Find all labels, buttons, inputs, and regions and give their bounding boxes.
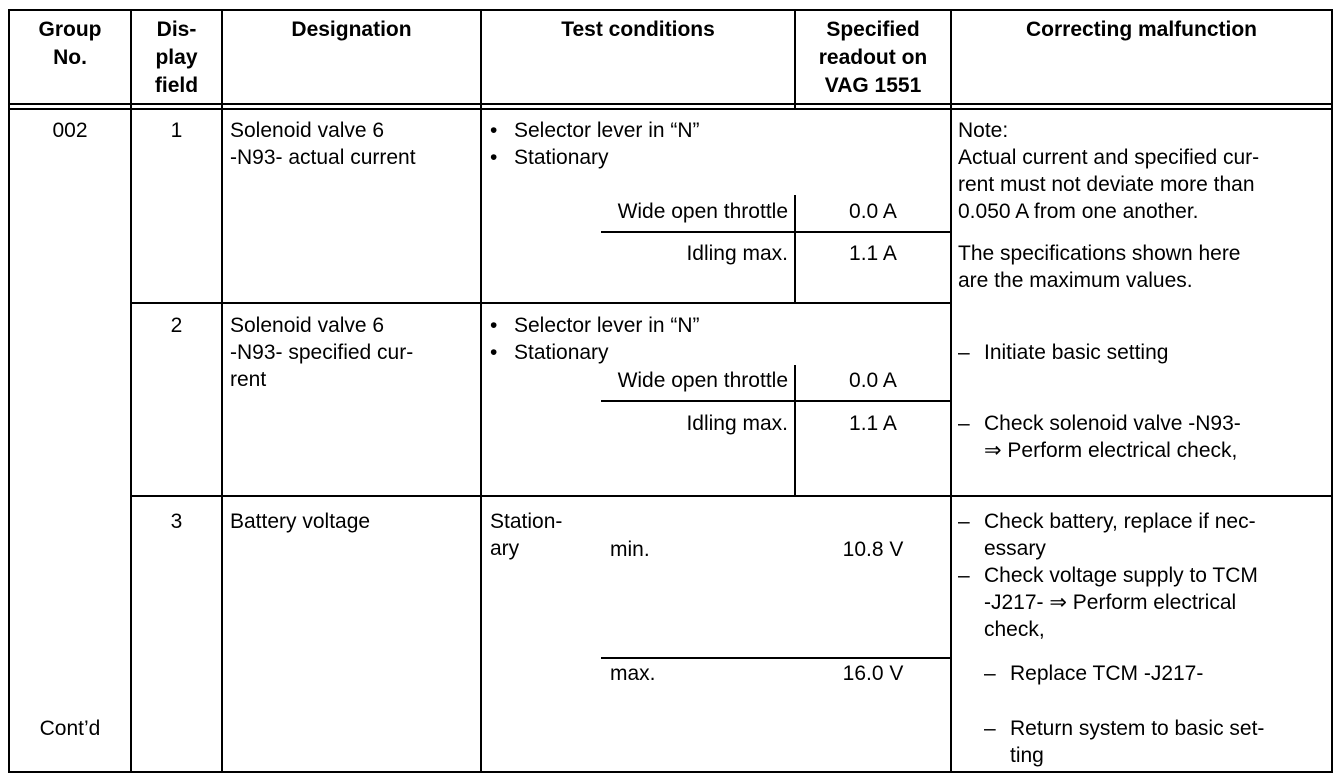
condition-1-stationary: • Stationary bbox=[486, 144, 700, 171]
note-block bbox=[958, 117, 1259, 225]
header-specified-readout bbox=[796, 16, 950, 100]
display-field-3: 3 bbox=[170, 510, 183, 533]
note-title: Note: bbox=[958, 119, 1009, 142]
note-line-2: rent must not deviate more than bbox=[958, 173, 1255, 196]
step-return-basic-setting bbox=[984, 715, 1264, 769]
check-solenoid-line2: ⇒ Perform electrical check, bbox=[984, 439, 1238, 462]
note-line-1: Actual current and specified cur- bbox=[958, 146, 1260, 169]
condition-2-selector: • Selector lever in “N” bbox=[486, 312, 700, 339]
header-group-line1: Group bbox=[38, 18, 102, 41]
display-field-2: 2 bbox=[170, 314, 183, 337]
designation-2-line3: rent bbox=[230, 368, 267, 391]
reading-label-1b: Idling max. bbox=[686, 242, 788, 265]
check-voltage-line1: – Check voltage supply to TCM bbox=[958, 562, 1258, 589]
designation-2-line1: Solenoid valve 6 bbox=[230, 314, 385, 337]
header-group-no bbox=[10, 16, 130, 72]
header-specified-line1: Specified bbox=[826, 18, 920, 41]
designation-2 bbox=[230, 312, 413, 393]
header-display-line3: field bbox=[154, 74, 199, 97]
header-display-line1: Dis- bbox=[156, 18, 197, 41]
conditions-3 bbox=[490, 508, 562, 562]
reading-label-2b: Idling max. bbox=[686, 412, 788, 435]
conditions-1 bbox=[486, 117, 700, 171]
step-initiate-basic-setting: – Initiate basic setting bbox=[958, 339, 1168, 366]
header-group-line2: No. bbox=[53, 46, 87, 69]
header-rule bbox=[8, 103, 1333, 105]
continued-label: Cont’d bbox=[39, 717, 101, 740]
col-divider-specified bbox=[950, 9, 952, 773]
header-test-conditions: Test conditions bbox=[561, 18, 715, 41]
return-basic-line2: ting bbox=[1010, 744, 1044, 767]
designation-1-line2: -N93- actual current bbox=[230, 146, 416, 169]
condition-3-line2: ary bbox=[490, 537, 520, 560]
condition-2-stationary: • Stationary bbox=[486, 339, 700, 366]
check-voltage-line3: check, bbox=[984, 618, 1045, 641]
reading-value-2b: 1.1 A bbox=[849, 412, 897, 435]
reading-value-1a: 0.0 A bbox=[849, 200, 897, 223]
step-check-voltage bbox=[958, 562, 1258, 643]
row-divider-1 bbox=[130, 302, 950, 304]
spec-line-1: The specifications shown here bbox=[958, 242, 1241, 265]
header-correcting-malfunction: Correcting malfunction bbox=[1025, 18, 1257, 41]
step-check-solenoid bbox=[958, 410, 1241, 464]
reading-value-3b: 16.0 V bbox=[842, 662, 904, 685]
header-display-line2: play bbox=[155, 46, 198, 69]
display-field-1: 1 bbox=[170, 119, 183, 142]
check-voltage-line2: -J217- ⇒ Perform electrical bbox=[984, 591, 1237, 614]
note-line-3: 0.050 A from one another. bbox=[958, 200, 1199, 223]
designation-1 bbox=[230, 117, 416, 171]
reading-value-3a: 10.8 V bbox=[842, 538, 904, 561]
reading-label-3a: min. bbox=[610, 538, 650, 561]
reading-label-1a: Wide open throttle bbox=[617, 200, 788, 223]
check-battery-line2: essary bbox=[984, 537, 1046, 560]
header-rule-2 bbox=[8, 108, 1333, 110]
row-divider-2 bbox=[130, 495, 1333, 497]
check-battery-line1: – Check battery, replace if nec- bbox=[958, 508, 1256, 535]
specifications-note bbox=[958, 240, 1241, 294]
condition-3-line1: Station- bbox=[490, 510, 563, 533]
step-replace-tcm: – Replace TCM -J217- bbox=[984, 660, 1203, 687]
step-check-battery bbox=[958, 508, 1256, 562]
header-display-field bbox=[132, 16, 221, 100]
return-basic-line1: – Return system to basic set- bbox=[984, 715, 1264, 742]
header-specified-line3: VAG 1551 bbox=[824, 74, 922, 97]
reading-label-3b: max. bbox=[610, 662, 656, 685]
header-designation: Designation bbox=[291, 18, 412, 41]
check-solenoid-line1: – Check solenoid valve -N93- bbox=[958, 410, 1241, 437]
reading-value-1b: 1.1 A bbox=[849, 242, 897, 265]
reading-divider-3 bbox=[601, 657, 950, 659]
reading-divider-2 bbox=[601, 400, 950, 402]
condition-1-selector: • Selector lever in “N” bbox=[486, 117, 700, 144]
designation-3: Battery voltage bbox=[230, 510, 371, 533]
group-number: 002 bbox=[52, 119, 88, 142]
spec-line-2: are the maximum values. bbox=[958, 269, 1193, 292]
reading-divider-1 bbox=[601, 231, 950, 233]
conditions-2 bbox=[486, 312, 700, 366]
designation-2-line2: -N93- specified cur- bbox=[230, 341, 414, 364]
reading-value-2a: 0.0 A bbox=[849, 369, 897, 392]
reading-label-2a: Wide open throttle bbox=[617, 369, 788, 392]
designation-1-line1: Solenoid valve 6 bbox=[230, 119, 385, 142]
col-divider-display bbox=[221, 9, 223, 773]
header-specified-line2: readout on bbox=[818, 46, 928, 69]
